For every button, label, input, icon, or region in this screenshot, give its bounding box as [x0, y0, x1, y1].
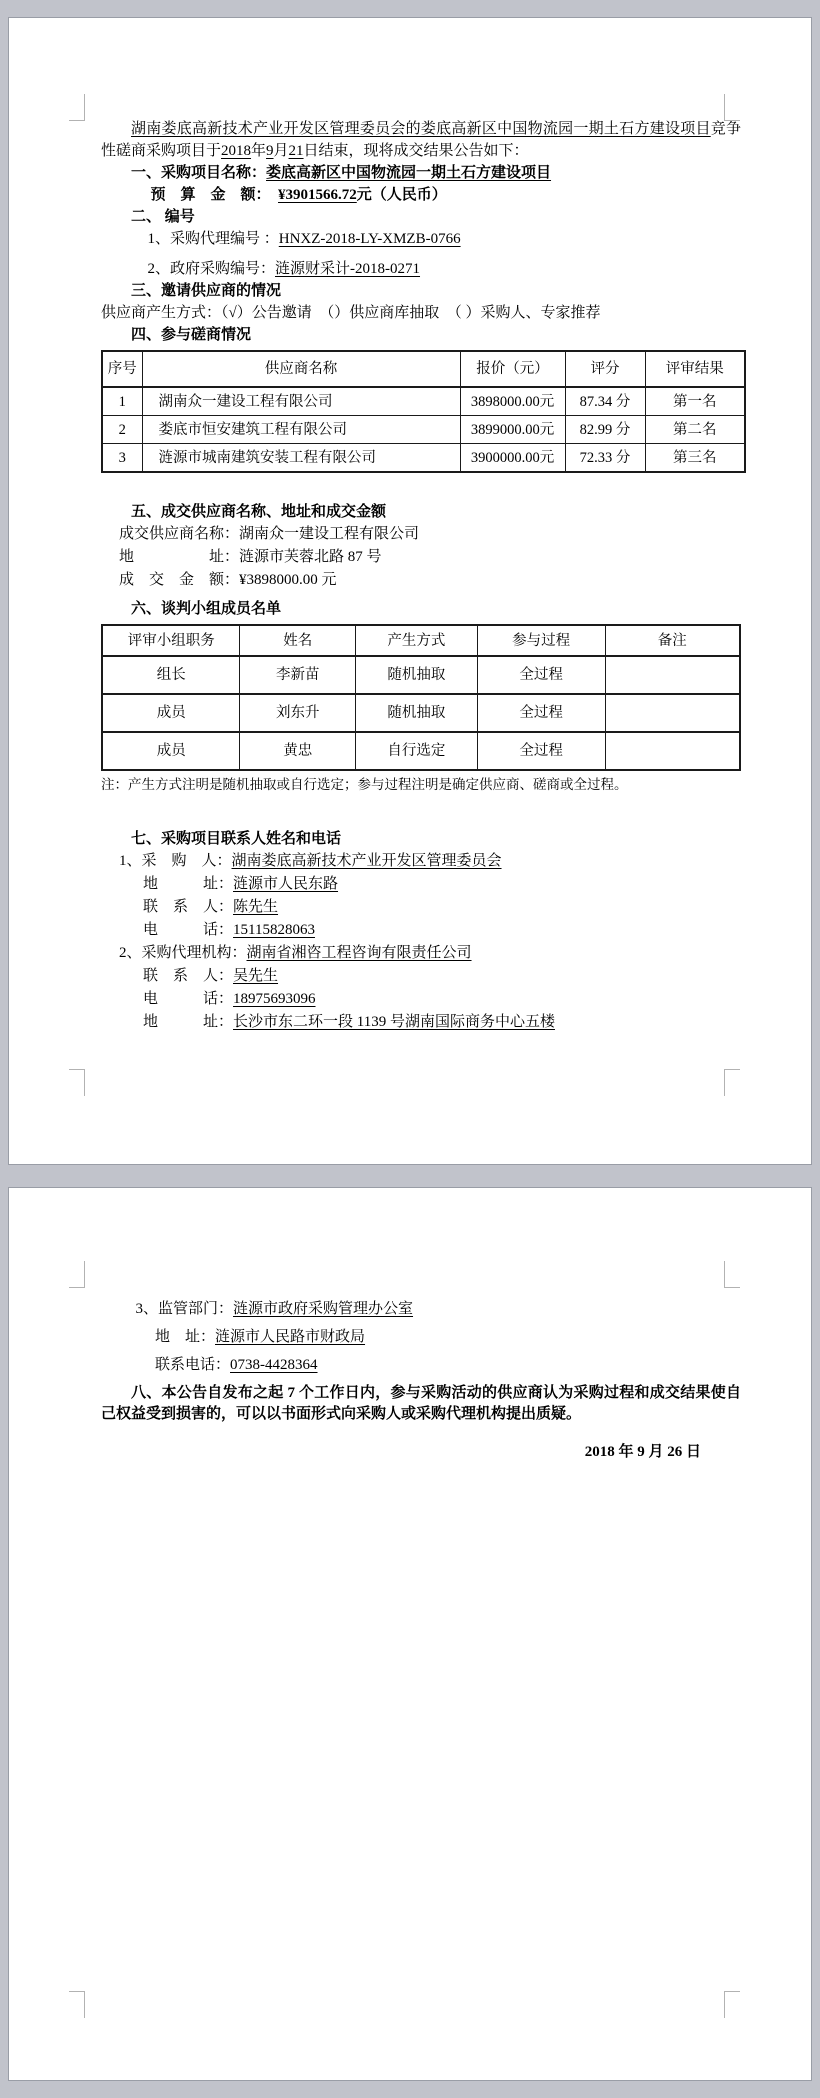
contact-label: 联 系 人：: [143, 899, 234, 915]
budget-amount: ¥3901566.72: [278, 187, 357, 203]
cell-price: 3900000.00元: [460, 444, 565, 473]
regulator-value: 涟源市政府采购管理办公室: [233, 1301, 414, 1317]
agent-address-line: [101, 1011, 741, 1034]
section-1-label: 一、采购项目名称：: [131, 165, 267, 181]
cell-name: 黄忠: [240, 732, 356, 770]
regulator-address-line: [101, 1326, 741, 1349]
supplier-method-line: 供应商产生方式：（√）公告邀请 （）供应商库抽取 （ ）采购人、专家推荐: [101, 305, 601, 321]
budget-suffix: 元（人民币）: [356, 187, 447, 203]
cell-supplier: 湖南众一建设工程有限公司: [142, 387, 460, 416]
section-7-title: 七、采购项目联系人姓名和电话: [131, 831, 342, 847]
cell-price: 3898000.00元: [460, 387, 565, 416]
cell-score: 87.34 分: [565, 387, 645, 416]
winner-name-line: 成交供应商名称：湖南众一建设工程有限公司: [119, 526, 420, 542]
margin-corner-mark-top-left: [69, 94, 85, 121]
table-header-row: [102, 351, 745, 387]
col-header-seq: 序号: [102, 351, 142, 387]
cell-remark: [605, 656, 740, 694]
cell-score: 82.99 分: [565, 416, 645, 444]
cell-process: 全过程: [477, 694, 605, 732]
agency-code-line: [101, 228, 741, 250]
cell-name: 李新苗: [240, 656, 356, 694]
cell-remark: [605, 732, 740, 770]
address-label: 地 址：: [155, 1329, 216, 1345]
contact-label: 联 系 人：: [143, 968, 234, 984]
address-label: 地 址：: [143, 876, 234, 892]
table-row: [102, 656, 740, 694]
cell-result: 第三名: [645, 444, 745, 473]
table-row: [102, 732, 740, 770]
phone-label: 联系电话：: [155, 1357, 231, 1373]
intro-month-unit: 月: [273, 143, 289, 159]
cell-role: 成员: [102, 694, 240, 732]
address-value: 涟源市人民路市财政局: [215, 1329, 366, 1345]
agent-phone-line: [101, 988, 741, 1011]
col-header-price: 报价（元）: [460, 351, 565, 387]
phone-value: 18975693096: [233, 991, 316, 1007]
page-2-content: [9, 1188, 811, 1463]
margin-corner-mark-bottom-right: [724, 1991, 740, 2018]
gov-code-value: 涟源财采计-2018-0271: [275, 261, 421, 277]
contact-value: 陈先生: [233, 899, 279, 915]
cell-score: 72.33 分: [565, 444, 645, 473]
col-header-supplier: 供应商名称: [142, 351, 460, 387]
cell-name: 刘东升: [240, 694, 356, 732]
cell-price: 3899000.00元: [460, 416, 565, 444]
cell-selection: 随机抽取: [356, 656, 478, 694]
col-header-result: 评审结果: [645, 351, 745, 387]
table-row: [102, 387, 745, 416]
panel-members-table: [101, 624, 741, 771]
purchaser-line: [101, 850, 741, 873]
agent-contact-line: [101, 965, 741, 988]
intro-text: 竞争性磋商采购项目于: [101, 121, 741, 159]
regulator-line: [101, 1298, 741, 1321]
regulator-phone-line: [101, 1354, 741, 1377]
col-header-score: 评分: [565, 351, 645, 387]
table-row: [102, 416, 745, 444]
cell-seq: 2: [102, 416, 142, 444]
intro-month: 9: [266, 143, 274, 159]
col-header-remark: 备注: [605, 625, 740, 656]
col-header-role: 评审小组职务: [102, 625, 240, 656]
intro-tail: 日结束，现将成交结果公告如下：: [303, 143, 529, 159]
table-row: [102, 694, 740, 732]
margin-corner-mark-top-left: [69, 1261, 85, 1288]
address-label: 地 址：: [143, 1014, 234, 1030]
section-4-title: 四、参与磋商情况: [131, 327, 252, 343]
margin-corner-mark-bottom-right: [724, 1069, 740, 1096]
cell-process: 全过程: [477, 732, 605, 770]
page-1-content: [9, 18, 811, 1034]
contact-value: 吴先生: [233, 968, 279, 984]
intro-project-names: 湖南娄底高新技术产业开发区管理委员会的娄底高新区中国物流园一期土石方建设项目: [131, 121, 711, 137]
col-header-process: 参与过程: [477, 625, 605, 656]
document-viewer-background: [0, 17, 820, 2081]
section-3-title: 三、邀请供应商的情况: [131, 283, 282, 299]
margin-corner-mark-top-right: [724, 94, 740, 121]
section-1-project-name: [101, 162, 741, 184]
section-5-title: 五、成交供应商名称、地址和成交金额: [131, 504, 387, 520]
phone-label: 电 话：: [143, 991, 234, 1007]
table-header-row: [102, 625, 740, 656]
agent-label: 2、采购代理机构：: [119, 945, 247, 961]
cell-seq: 3: [102, 444, 142, 473]
winner-address-line: 地 址：涟源市芙蓉北路 87 号: [119, 549, 382, 565]
cell-selection: 自行选定: [356, 732, 478, 770]
table-footnote: 注：产生方式注明是随机抽取或自行选定；参与过程注明是确定供应商、磋商或全过程。: [101, 777, 628, 792]
address-value: 长沙市东二环一段 1139 号湖南国际商务中心五楼: [233, 1014, 555, 1030]
cell-seq: 1: [102, 387, 142, 416]
section-1-value: 娄底高新区中国物流园一期土石方建设项目: [266, 165, 552, 181]
section-2-title: 二、 编号: [131, 209, 195, 225]
cell-role: 成员: [102, 732, 240, 770]
gov-code-line: [101, 258, 741, 280]
cell-result: 第二名: [645, 416, 745, 444]
margin-corner-mark-bottom-left: [69, 1991, 85, 2018]
purchaser-value: 湖南娄底高新技术产业开发区管理委员会: [231, 853, 502, 869]
margin-corner-mark-bottom-left: [69, 1069, 85, 1096]
purchaser-address-line: [101, 873, 741, 896]
agency-code-value: HNXZ-2018-LY-XMZB-0766: [278, 231, 461, 247]
section-8-paragraph: 八、本公告自发布之起 7 个工作日内，参与采购活动的供应商认为采购过程和成交结果使自己权益受到损害的，可以以书面形式向采购人或采购代理机构提出质疑。: [101, 1385, 741, 1422]
col-header-selection: 产生方式: [356, 625, 478, 656]
section-6-title: 六、谈判小组成员名单: [131, 601, 282, 617]
budget-line: [101, 184, 741, 206]
agent-value: 湖南省湘咨工程咨询有限责任公司: [246, 945, 472, 961]
margin-corner-mark-top-right: [724, 1261, 740, 1288]
regulator-label: 3、监管部门：: [135, 1301, 234, 1317]
announcement-date: 2018 年 9 月 26 日: [584, 1444, 701, 1460]
agency-code-label: 1、采购代理编号 ：: [147, 231, 279, 247]
cell-supplier: 娄底市恒安建筑工程有限公司: [142, 416, 460, 444]
purchaser-phone-line: [101, 919, 741, 942]
phone-value: 15115828063: [233, 922, 315, 938]
intro-year-unit: 年: [251, 143, 267, 159]
cell-supplier: 涟源市城南建筑安装工程有限公司: [142, 444, 460, 473]
winner-amount-line: 成 交 金 额：¥3898000.00 元: [119, 572, 337, 588]
phone-value: 0738-4428364: [230, 1357, 318, 1373]
intro-year: 2018: [221, 143, 252, 159]
budget-label: 预 算 金 额：: [150, 187, 279, 203]
document-page-2: [8, 1187, 812, 2081]
document-page-1: [8, 17, 812, 1165]
intro-day: 21: [288, 143, 304, 159]
address-value: 涟源市人民东路: [233, 876, 339, 892]
gov-code-label: 2、政府采购编号：: [147, 261, 276, 277]
cell-role: 组长: [102, 656, 240, 694]
purchaser-contact-line: [101, 896, 741, 919]
cell-result: 第一名: [645, 387, 745, 416]
cell-selection: 随机抽取: [356, 694, 478, 732]
phone-label: 电 话：: [143, 922, 234, 938]
cell-process: 全过程: [477, 656, 605, 694]
cell-remark: [605, 694, 740, 732]
purchaser-label: 1、采 购 人：: [119, 853, 232, 869]
intro-paragraph: [101, 118, 741, 162]
table-row: [102, 444, 745, 473]
col-header-name: 姓名: [240, 625, 356, 656]
agent-line: [101, 942, 741, 965]
negotiation-participants-table: [101, 350, 746, 473]
